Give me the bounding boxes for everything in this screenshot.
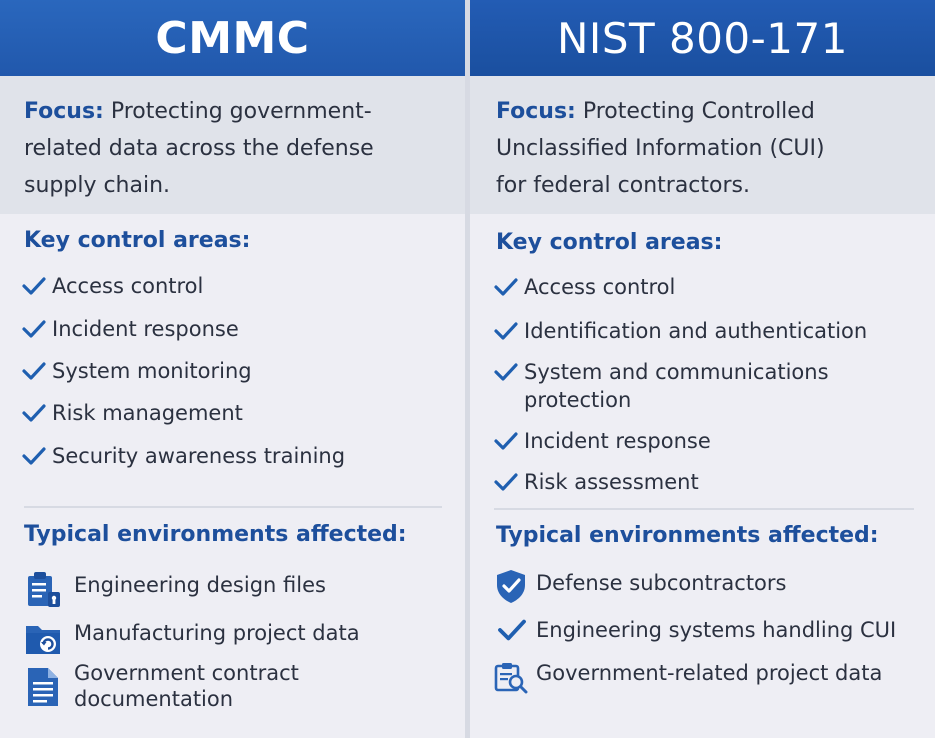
focus-line-2: related data across the defense [24, 136, 374, 161]
list-item: Government contract documentation [24, 664, 299, 712]
list-item: Identification and authentication [494, 317, 867, 345]
checkmark-icon [494, 468, 524, 496]
cmmc-title: CMMC [155, 12, 310, 64]
focus-label: Focus: [496, 99, 576, 124]
list-item: Security awareness training [22, 442, 345, 470]
list-item: System monitoring [22, 357, 252, 385]
checkmark-icon [22, 315, 52, 343]
list-item: Access control [494, 273, 675, 301]
nist-column [470, 0, 935, 738]
cmmc-key-controls-title: Key control areas: [24, 228, 251, 253]
document-icon [24, 664, 74, 704]
list-item: Manufacturing project data [24, 618, 360, 658]
list-item: Defense subcontractors [494, 568, 786, 608]
checkmark-icon [494, 273, 524, 301]
cmmc-focus [0, 76, 465, 214]
checkmark-icon [494, 358, 524, 386]
focus-line-1: Protecting Controlled [582, 99, 815, 124]
shield-check-icon [494, 568, 536, 608]
checkmark-icon [494, 615, 536, 655]
nist-header [470, 0, 935, 76]
clipboard-document-icon [24, 570, 74, 610]
focus-line-2: Unclassified Information (CUI) [496, 136, 825, 161]
list-item: Incident response [494, 427, 711, 455]
checkmark-icon [22, 357, 52, 385]
focus-line-3: supply chain. [24, 173, 171, 198]
checkmark-icon [22, 399, 52, 427]
list-item: Access control [22, 272, 203, 300]
list-item: Risk management [22, 399, 243, 427]
focus-label: Focus: [24, 99, 104, 124]
cmmc-environments-title: Typical environments affected: [24, 522, 407, 547]
list-item: Incident response [22, 315, 239, 343]
list-item: Government-related project data [494, 660, 882, 700]
nist-key-controls-title: Key control areas: [496, 230, 723, 255]
nist-focus [470, 76, 935, 214]
divider [24, 506, 442, 508]
nist-title: NIST 800-171 [557, 13, 848, 63]
checkmark-icon [22, 272, 52, 300]
focus-line-1: Protecting government- [110, 99, 372, 124]
focus-line-3: for federal contractors. [496, 173, 750, 198]
checkmark-icon [494, 317, 524, 345]
cmmc-header [0, 0, 465, 76]
checkmark-icon [22, 442, 52, 470]
checkmark-icon [494, 427, 524, 455]
folder-refresh-icon [24, 618, 74, 658]
list-item: Engineering systems handling CUI [494, 615, 896, 655]
document-search-icon [494, 660, 536, 700]
list-item: Engineering design files [24, 570, 326, 610]
list-item: Risk assessment [494, 468, 699, 496]
list-item: System and communications protection [494, 358, 829, 414]
cmmc-column [0, 0, 465, 738]
nist-environments-title: Typical environments affected: [496, 523, 879, 548]
divider [494, 508, 914, 510]
